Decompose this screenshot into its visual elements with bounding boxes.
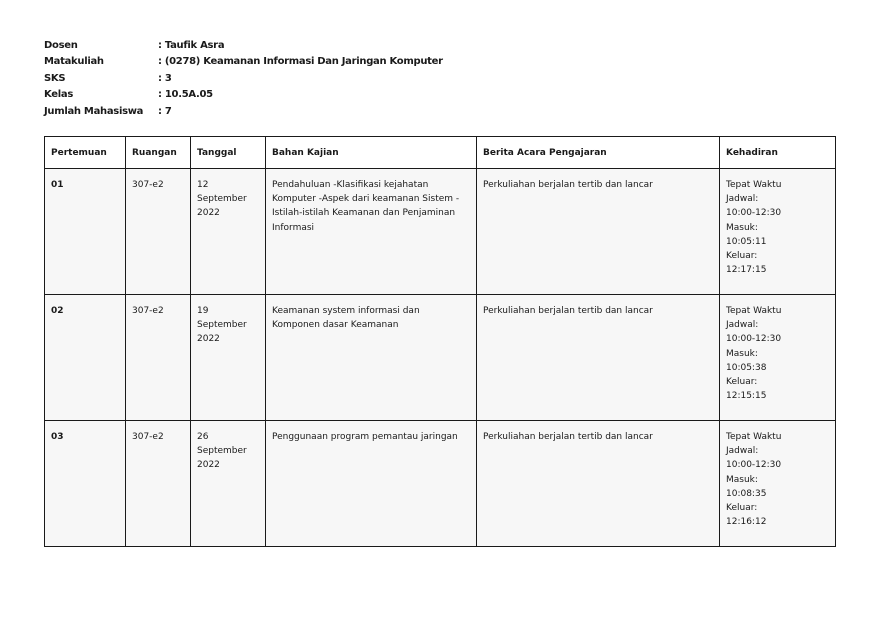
cell-kehadiran — [720, 169, 836, 295]
column-header-ruangan: Ruangan — [126, 137, 191, 169]
info-row-matakuliah — [44, 54, 443, 71]
kehadiran-keluar-value: 12:15:15 — [726, 391, 767, 402]
cell-bahan-kajian: Penggunaan program pemantau jaringan — [266, 421, 477, 547]
cell-ruangan: 307-e2 — [126, 169, 191, 295]
column-header-bahan-kajian: Bahan Kajian — [266, 137, 477, 169]
kehadiran-keluar-label: Keluar: — [726, 251, 758, 262]
kehadiran-jadwal-label: Jadwal: — [726, 446, 759, 457]
info-row-sks — [44, 70, 443, 87]
info-row-dosen — [44, 37, 443, 54]
info-label: Dosen — [44, 39, 78, 51]
table-row — [45, 169, 836, 295]
cell-kehadiran — [720, 295, 836, 421]
table-header-row — [45, 137, 836, 169]
column-header-berita-acara: Berita Acara Pengajaran — [477, 137, 720, 169]
info-value: : Taufik Asra — [158, 39, 225, 51]
cell-berita-acara: Perkuliahan berjalan tertib dan lancar — [477, 169, 720, 295]
info-value: : (0278) Keamanan Informasi Dan Jaringan Komputer — [158, 56, 443, 68]
kehadiran-status: Tepat Waktu — [726, 180, 782, 190]
column-header-tanggal: Tanggal — [191, 137, 266, 169]
kehadiran-masuk-label: Masuk: — [726, 222, 758, 233]
info-row-jumlah-mahasiswa — [44, 103, 443, 120]
cell-ruangan: 307-e2 — [126, 421, 191, 547]
kehadiran-jadwal-value: 10:00-12:30 — [726, 460, 782, 471]
tanggal-day: 19 — [197, 306, 209, 316]
kehadiran-masuk-label: Masuk: — [726, 348, 758, 359]
kehadiran-masuk-label: Masuk: — [726, 474, 758, 485]
tanggal-year: 2022 — [197, 334, 220, 345]
tanggal-year: 2022 — [197, 208, 220, 219]
kehadiran-keluar-value: 12:16:12 — [726, 517, 767, 528]
cell-pertemuan: 03 — [45, 421, 126, 547]
info-value: : 3 — [158, 72, 172, 84]
info-row-kelas — [44, 87, 443, 104]
info-value: : 7 — [158, 105, 172, 117]
cell-bahan-kajian: Pendahuluan -Klasifikasi kejahatan Komputer -Aspek dari keamanan Sistem -Istilah-istilah Keamanan dan Penjaminan Informasi — [266, 169, 477, 295]
table-row — [45, 421, 836, 547]
table-row — [45, 295, 836, 421]
cell-tanggal — [191, 295, 266, 421]
kehadiran-masuk-value: 10:08:35 — [726, 488, 767, 499]
tanggal-day: 26 — [197, 432, 209, 442]
cell-pertemuan: 02 — [45, 295, 126, 421]
column-header-kehadiran: Kehadiran — [720, 137, 836, 169]
info-label: Jumlah Mahasiswa — [44, 105, 144, 117]
info-label: SKS — [44, 72, 66, 84]
kehadiran-keluar-label: Keluar: — [726, 503, 758, 514]
tanggal-month: September — [197, 446, 247, 457]
tanggal-month: September — [197, 194, 247, 205]
column-header-pertemuan: Pertemuan — [45, 137, 126, 169]
kehadiran-jadwal-value: 10:00-12:30 — [726, 208, 782, 219]
tanggal-year: 2022 — [197, 460, 220, 471]
cell-berita-acara: Perkuliahan berjalan tertib dan lancar — [477, 421, 720, 547]
info-value: : 10.5A.05 — [158, 89, 213, 101]
kehadiran-keluar-label: Keluar: — [726, 377, 758, 388]
cell-kehadiran — [720, 421, 836, 547]
kehadiran-jadwal-label: Jadwal: — [726, 320, 759, 331]
cell-bahan-kajian: Keamanan system informasi dan Komponen dasar Keamanan — [266, 295, 477, 421]
kehadiran-masuk-value: 10:05:11 — [726, 236, 767, 247]
cell-ruangan: 307-e2 — [126, 295, 191, 421]
cell-berita-acara: Perkuliahan berjalan tertib dan lancar — [477, 295, 720, 421]
attendance-table — [44, 136, 836, 547]
cell-pertemuan: 01 — [45, 169, 126, 295]
tanggal-day: 12 — [197, 180, 209, 190]
kehadiran-masuk-value: 10:05:38 — [726, 362, 767, 373]
info-label: Matakuliah — [44, 56, 104, 68]
kehadiran-keluar-value: 12:17:15 — [726, 265, 767, 276]
tanggal-month: September — [197, 320, 247, 331]
kehadiran-jadwal-value: 10:00-12:30 — [726, 334, 782, 345]
cell-tanggal — [191, 169, 266, 295]
cell-tanggal — [191, 421, 266, 547]
kehadiran-jadwal-label: Jadwal: — [726, 194, 759, 205]
kehadiran-status: Tepat Waktu — [726, 306, 782, 316]
info-label: Kelas — [44, 89, 73, 101]
course-info — [44, 37, 443, 120]
kehadiran-status: Tepat Waktu — [726, 432, 782, 442]
